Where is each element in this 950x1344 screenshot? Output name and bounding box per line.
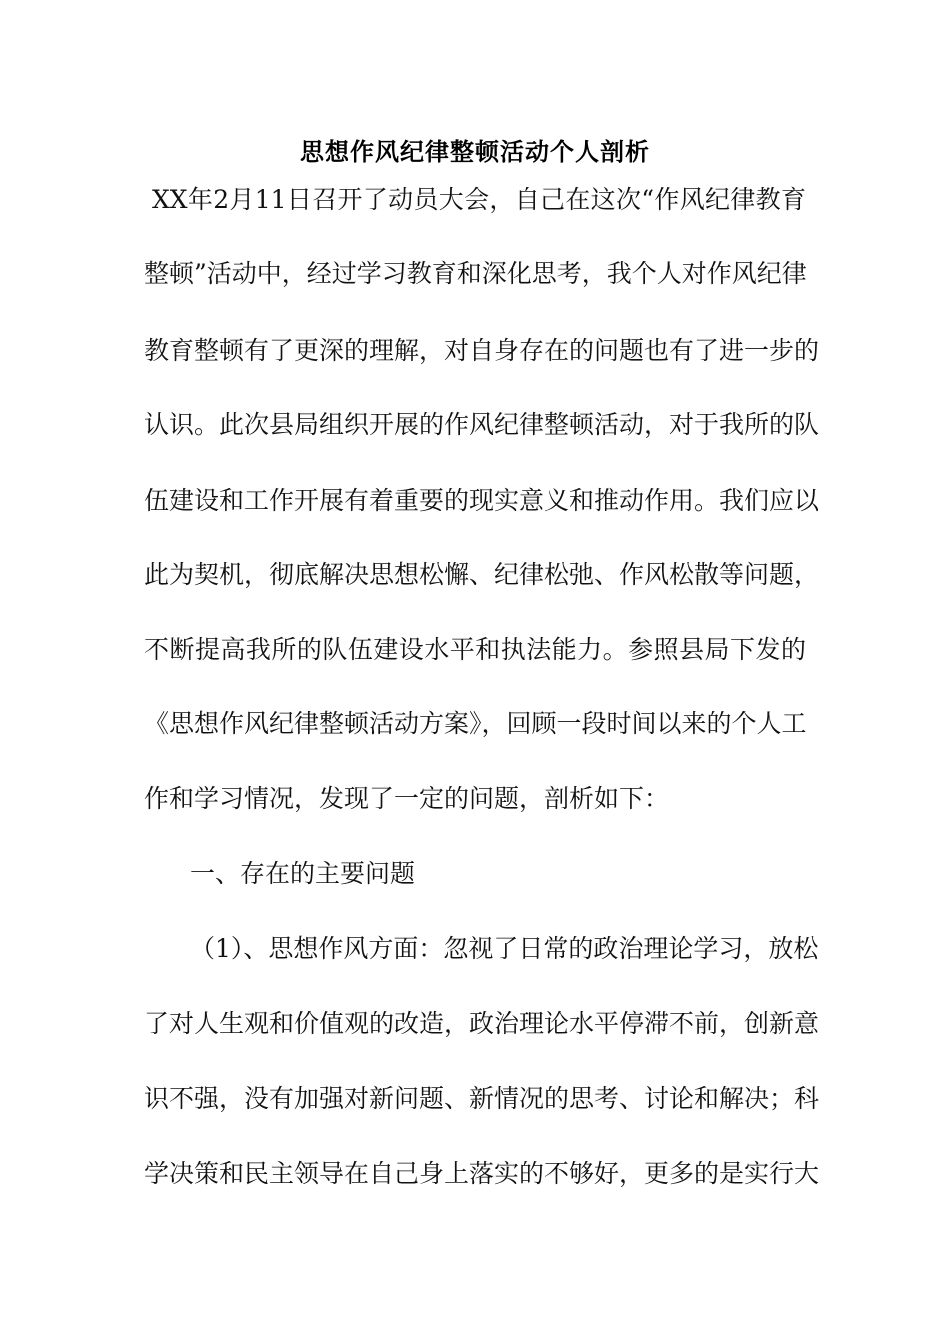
paragraph-line: 此为契机，彻底解决思想松懈、纪律松弛、作风松散等问题， — [144, 560, 820, 589]
paragraph-line: 了对人生观和价值观的改造，政治理论水平停滞不前，创新意 — [144, 1009, 820, 1038]
paragraph-line: （1）、思想作风方面：忽视了日常的政治理论学习，放松 — [190, 934, 819, 963]
paragraph-line: 教育整顿有了更深的理解，对自身存在的问题也有了进一步的 — [144, 336, 820, 365]
paragraph-line: 伍建设和工作开展有着重要的现实意义和推动作用。我们应以 — [144, 486, 820, 515]
paragraph-line: 整顿”活动中，经过学习教育和深化思考，我个人对作风纪律 — [144, 259, 807, 288]
paragraph-line: 认识。此次县局组织开展的作风纪律整顿活动，对于我所的队 — [144, 410, 820, 439]
paragraph-line: 作和学习情况，发现了一定的问题，剖析如下： — [144, 784, 670, 813]
paragraph-line: XX年2月11日召开了动员大会，自己在这次“作风纪律教育 — [152, 185, 806, 214]
section-heading: 一、存在的主要问题 — [190, 859, 416, 888]
paragraph-line: 不断提高我所的队伍建设水平和执法能力。参照县局下发的 — [144, 635, 806, 664]
paragraph-line: 《思想作风纪律整顿活动方案》，回顾一段时间以来的个人工 — [144, 709, 807, 738]
paragraph-line: 识不强，没有加强对新问题、新情况的思考、讨论和解决；科 — [144, 1084, 820, 1113]
document-title: 思想作风纪律整顿活动个人剖析 — [300, 138, 650, 166]
paragraph-line: 学决策和民主领导在自己身上落实的不够好，更多的是实行大 — [144, 1159, 820, 1188]
